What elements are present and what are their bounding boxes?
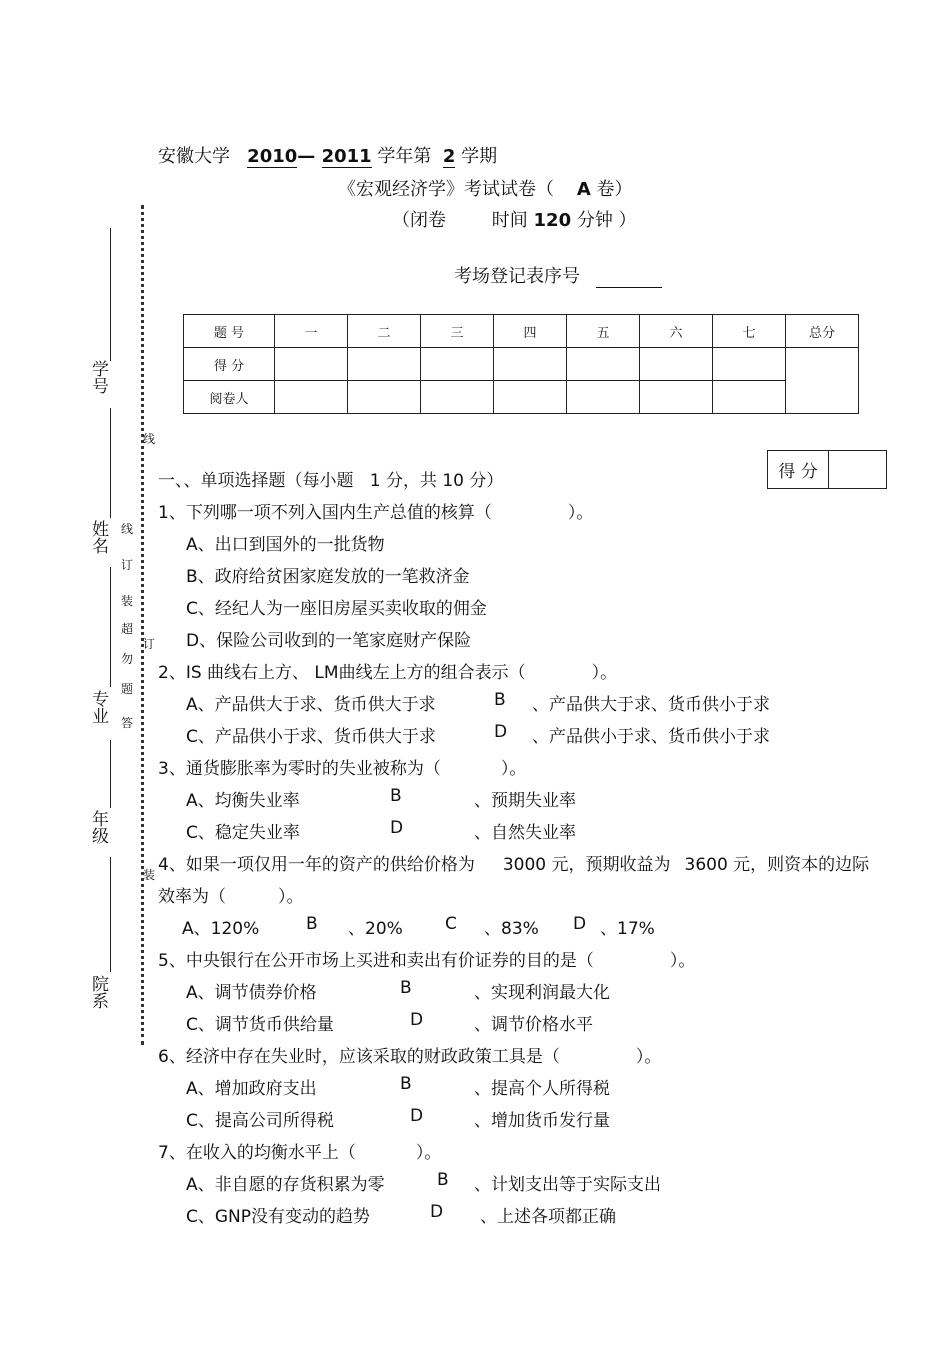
- option-letter[interactable]: B: [400, 1074, 412, 1094]
- seat-number-label: 考场登记表序号: [454, 266, 580, 287]
- academic-year-label: 学年第: [371, 146, 432, 167]
- margin-line-5: [110, 857, 111, 972]
- warning-char: 超: [121, 622, 134, 636]
- score-table-grader-row: [184, 381, 859, 414]
- exam-header-line3: [392, 206, 637, 232]
- score-table-score-row: [184, 348, 859, 381]
- student-id-label: 学号: [88, 360, 108, 394]
- option-letter[interactable]: D: [410, 1106, 424, 1126]
- grader-cell[interactable]: [567, 381, 640, 414]
- header-cell: 四: [494, 315, 567, 348]
- option[interactable]: C、GNP没有变动的趋势: [186, 1207, 371, 1227]
- option-letter[interactable]: D: [494, 722, 508, 742]
- option[interactable]: A、均衡失业率: [186, 791, 300, 811]
- header-cell: 一: [275, 315, 348, 348]
- margin-line-1: [110, 228, 111, 361]
- total-score-cell[interactable]: [786, 348, 859, 414]
- option[interactable]: B、政府给贫困家庭发放的一笔救济金: [186, 567, 470, 587]
- closed-book-label: （闭卷: [392, 210, 446, 231]
- warning-char: 订: [121, 558, 134, 572]
- score-table-header-row: [184, 315, 859, 348]
- grader-cell[interactable]: [421, 381, 494, 414]
- question-stem: 效率为（: [158, 887, 226, 907]
- option-letter[interactable]: B: [400, 978, 412, 998]
- question-4-cont: [158, 882, 304, 907]
- university-name: 安徽大学: [158, 146, 230, 167]
- margin-line-2: [110, 408, 111, 518]
- binding-dotted-line: [141, 205, 144, 1045]
- question-stem: 3000 元，预期收益为: [502, 855, 671, 875]
- option[interactable]: 、17%: [600, 919, 655, 939]
- option[interactable]: 、20%: [348, 919, 403, 939]
- header-cell: 二: [348, 315, 421, 348]
- option-letter[interactable]: D: [410, 1010, 424, 1030]
- end-year: 2011: [321, 146, 372, 167]
- section-score-cell[interactable]: [829, 451, 887, 489]
- score-cell[interactable]: [640, 348, 713, 381]
- question-stem: 2、IS 曲线右上方、 LM曲线左上方的组合表示（: [158, 663, 526, 683]
- option[interactable]: 、提高个人所得税: [474, 1079, 610, 1099]
- term-label: 学期: [455, 146, 498, 167]
- option-letter[interactable]: B: [306, 914, 318, 934]
- option[interactable]: A、非自愿的存货积累为零: [186, 1175, 385, 1195]
- question-7: [158, 1138, 441, 1163]
- option[interactable]: A、出口到国外的一批货物: [186, 535, 385, 555]
- question-stem: 7、在收入的均衡水平上（: [158, 1143, 356, 1163]
- option[interactable]: 、计划支出等于实际支出: [474, 1175, 661, 1195]
- question-stem: 5、中央银行在公开市场上买进和卖出有价证券的目的是（: [158, 951, 594, 971]
- grade-label: 年级: [88, 810, 108, 844]
- option[interactable]: 、产品供大于求、货币供小于求: [532, 695, 770, 715]
- question-stem: 6、经济中存在失业时，应该采取的财政政策工具是（: [158, 1047, 560, 1067]
- option[interactable]: C、经纪人为一座旧房屋买卖收取的佣金: [186, 599, 487, 619]
- header-cell: 六: [640, 315, 713, 348]
- warning-char: 装: [121, 594, 134, 608]
- option-letter[interactable]: C: [445, 914, 457, 934]
- question-stem-end: ）。: [567, 503, 594, 523]
- header-cell: 总分: [786, 315, 859, 348]
- exam-header-line1: [158, 142, 497, 168]
- question-stem: 3600 元，则资本的边际: [684, 855, 870, 875]
- option[interactable]: C、稳定失业率: [186, 823, 300, 843]
- score-table: [183, 314, 859, 414]
- header-cell: 七: [713, 315, 786, 348]
- grader-cell[interactable]: [494, 381, 567, 414]
- option[interactable]: 、预期失业率: [474, 791, 576, 811]
- option[interactable]: A、增加政府支出: [186, 1079, 317, 1099]
- question-stem-end: ）。: [669, 951, 696, 971]
- option-letter[interactable]: D: [390, 818, 404, 838]
- question-stem: 1、下列哪一项不列入国内生产总值的核算（: [158, 503, 492, 523]
- option[interactable]: 、实现利润最大化: [474, 983, 610, 1003]
- section-score-box: [767, 450, 887, 489]
- question-2: [158, 658, 617, 683]
- option-letter[interactable]: B: [437, 1170, 449, 1190]
- header-cell: 五: [567, 315, 640, 348]
- time-minutes: 120: [533, 210, 572, 231]
- name-label: 姓名: [88, 520, 108, 554]
- section-title-text: 一、、单项选择题（每小题: [158, 471, 354, 491]
- margin-line-4: [110, 740, 111, 808]
- start-year: 2010: [247, 146, 298, 167]
- section-score-label: 得 分: [768, 451, 829, 489]
- option[interactable]: C、提高公司所得税: [186, 1111, 334, 1131]
- seat-number-line: [454, 262, 662, 288]
- option[interactable]: A、产品供大于求、货币供大于求: [186, 695, 436, 715]
- score-cell[interactable]: [567, 348, 640, 381]
- margin-zhuang-char: 装: [143, 868, 156, 882]
- grader-cell[interactable]: [275, 381, 348, 414]
- grader-cell[interactable]: [640, 381, 713, 414]
- year-dash: —: [297, 146, 322, 167]
- option[interactable]: C、调节货币供给量: [186, 1015, 334, 1035]
- question-stem-end: ）。: [635, 1047, 662, 1067]
- score-cell[interactable]: [275, 348, 348, 381]
- course-title: 《宏观经济学》考试试卷（: [338, 179, 554, 200]
- option[interactable]: D、保险公司收到的一笔家庭财产保险: [186, 631, 472, 651]
- question-stem: 4、如果一项仅用一年的资产的供给价格为: [158, 855, 475, 875]
- margin-line-char: 线: [143, 432, 156, 446]
- paper-label: 卷）: [590, 179, 633, 200]
- grader-cell[interactable]: [348, 381, 421, 414]
- header-cell: 题 号: [184, 315, 275, 348]
- question-4: [158, 850, 869, 875]
- header-cell: 三: [421, 315, 494, 348]
- question-6: [158, 1042, 661, 1067]
- section-title-points: 1 分，共 10 分）: [369, 471, 504, 491]
- question-1: [158, 498, 593, 523]
- seat-number-blank[interactable]: [596, 266, 662, 288]
- question-3: [158, 754, 526, 779]
- option[interactable]: A、调节债券价格: [186, 983, 317, 1003]
- option[interactable]: A、120%: [182, 919, 260, 939]
- question-stem-end: ）。: [591, 663, 618, 683]
- margin-ding-char: 订: [143, 637, 156, 651]
- question-stem: 3、通货膨胀率为零时的失业被称为（: [158, 759, 441, 779]
- question-stem-end: ）。: [415, 1143, 442, 1163]
- option[interactable]: 、上述各项都正确: [480, 1207, 616, 1227]
- warning-char: 答: [121, 716, 134, 730]
- option[interactable]: 、自然失业率: [474, 823, 576, 843]
- option[interactable]: 、调节价格水平: [474, 1015, 593, 1035]
- section-title: [158, 466, 503, 491]
- score-cell[interactable]: [494, 348, 567, 381]
- question-5: [158, 946, 695, 971]
- option-letter[interactable]: B: [390, 786, 402, 806]
- term-number: 2: [442, 146, 456, 167]
- option[interactable]: 、83%: [484, 919, 539, 939]
- time-label: 时间: [491, 210, 528, 231]
- paper-version: A: [576, 179, 591, 200]
- option[interactable]: 、产品供小于求、货币供小于求: [532, 727, 770, 747]
- question-stem-end: ）。: [278, 887, 304, 907]
- exam-header-line2: [338, 175, 633, 201]
- score-cell[interactable]: [421, 348, 494, 381]
- score-cell[interactable]: [713, 348, 786, 381]
- row-label: 得 分: [184, 348, 275, 381]
- option-letter[interactable]: B: [494, 690, 506, 710]
- option-letter[interactable]: D: [430, 1202, 444, 1222]
- warning-char: 线: [121, 522, 134, 536]
- grader-cell[interactable]: [713, 381, 786, 414]
- margin-line-3: [110, 567, 111, 687]
- warning-char: 题: [121, 682, 134, 696]
- option-letter[interactable]: D: [573, 914, 587, 934]
- minutes-label: 分钟 ）: [571, 210, 637, 231]
- major-label: 专业: [88, 690, 108, 724]
- department-label: 院系: [88, 975, 108, 1009]
- score-cell[interactable]: [348, 348, 421, 381]
- warning-char: 勿: [121, 652, 134, 666]
- question-stem-end: ）。: [500, 759, 527, 779]
- option[interactable]: C、产品供小于求、货币供大于求: [186, 727, 436, 747]
- option[interactable]: 、增加货币发行量: [474, 1111, 610, 1131]
- row-label: 阅卷人: [184, 381, 275, 414]
